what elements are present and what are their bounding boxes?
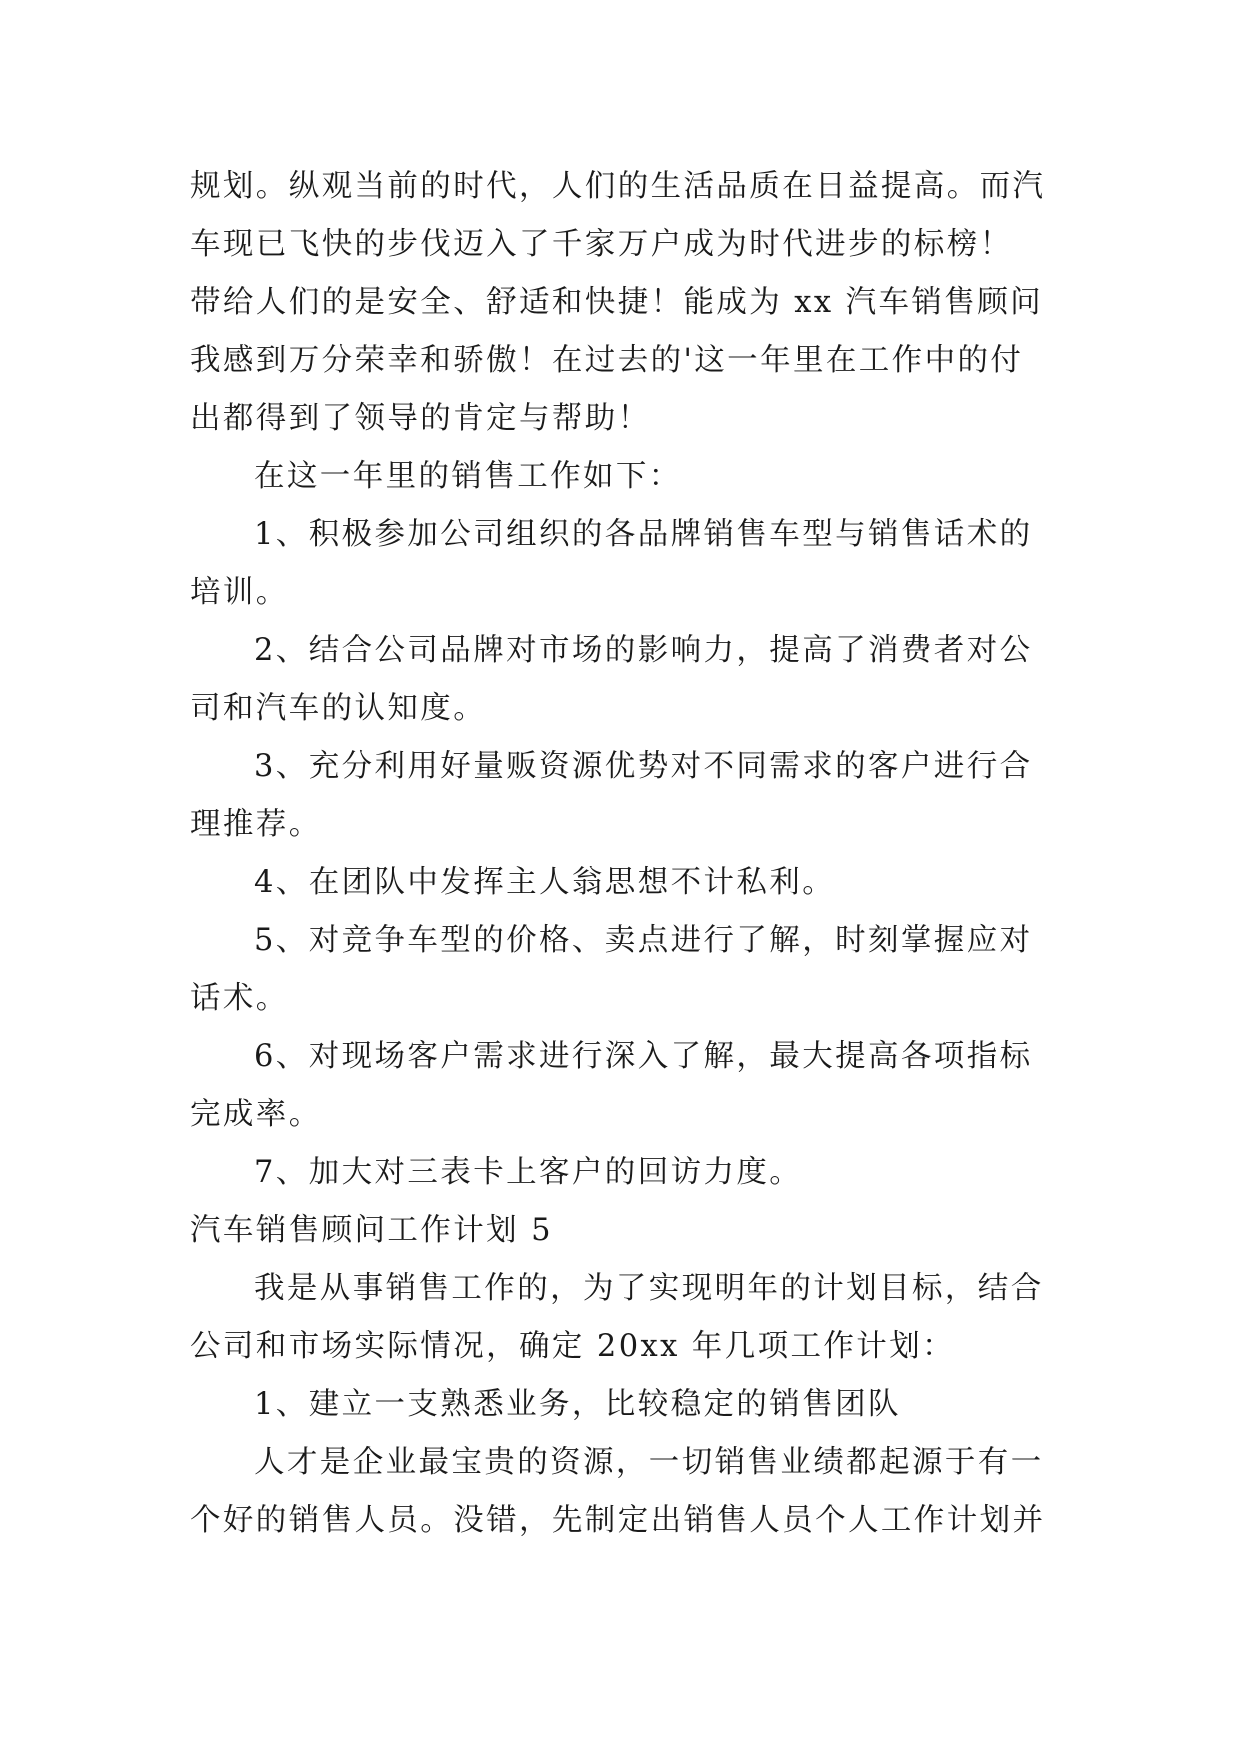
- text-line: 我是从事销售工作的，为了实现明年的计划目标，结合: [254, 1271, 1044, 1306]
- list-item-1: 1、积极参加公司组织的各品牌销售车型与销售话术的: [254, 517, 1033, 552]
- text-line: 司和汽车的认知度。: [190, 691, 487, 726]
- list-item-2: 2、结合公司品牌对市场的影响力，提高了消费者对公: [254, 633, 1033, 668]
- text-line: 我感到万分荣幸和骄傲！在过去的'这一年里在工作中的付: [190, 343, 1024, 378]
- text-line: 个好的销售人员。没错，先制定出销售人员个人工作计划并: [190, 1503, 1046, 1538]
- text-line: 规划。纵观当前的时代，人们的生活品质在日益提高。而汽: [190, 169, 1046, 204]
- list-item-6: 6、对现场客户需求进行深入了解，最大提高各项指标: [254, 1039, 1033, 1074]
- text-line: 完成率。: [190, 1097, 322, 1132]
- list-item-3: 3、充分利用好量贩资源优势对不同需求的客户进行合: [254, 749, 1033, 784]
- text-line: 理推荐。: [190, 807, 322, 842]
- section-heading: 汽车销售顾问工作计划 5: [190, 1213, 553, 1248]
- text-line: 人才是企业最宝贵的资源，一切销售业绩都起源于有一: [254, 1445, 1044, 1480]
- list-item-1: 1、建立一支熟悉业务，比较稳定的销售团队: [254, 1387, 901, 1422]
- text-line: 在这一年里的销售工作如下：: [254, 459, 682, 494]
- document-body: [190, 158, 1052, 1550]
- text-line: 公司和市场实际情况，确定 20xx 年几项工作计划：: [190, 1329, 956, 1364]
- list-item-5: 5、对竞争车型的价格、卖点进行了解，时刻掌握应对: [254, 923, 1033, 958]
- text-line: 话术。: [190, 981, 289, 1016]
- list-item-7: 7、加大对三表卡上客户的回访力度。: [254, 1155, 803, 1190]
- text-line: 车现已飞快的步伐迈入了千家万户成为时代进步的标榜！: [190, 227, 1013, 262]
- text-line: 培训。: [190, 575, 289, 610]
- text-line: 出都得到了领导的肯定与帮助！: [190, 401, 651, 436]
- list-item-4: 4、在团队中发挥主人翁思想不计私利。: [254, 865, 836, 900]
- text-line: 带给人们的是安全、舒适和快捷！能成为 xx 汽车销售顾问: [190, 285, 1043, 320]
